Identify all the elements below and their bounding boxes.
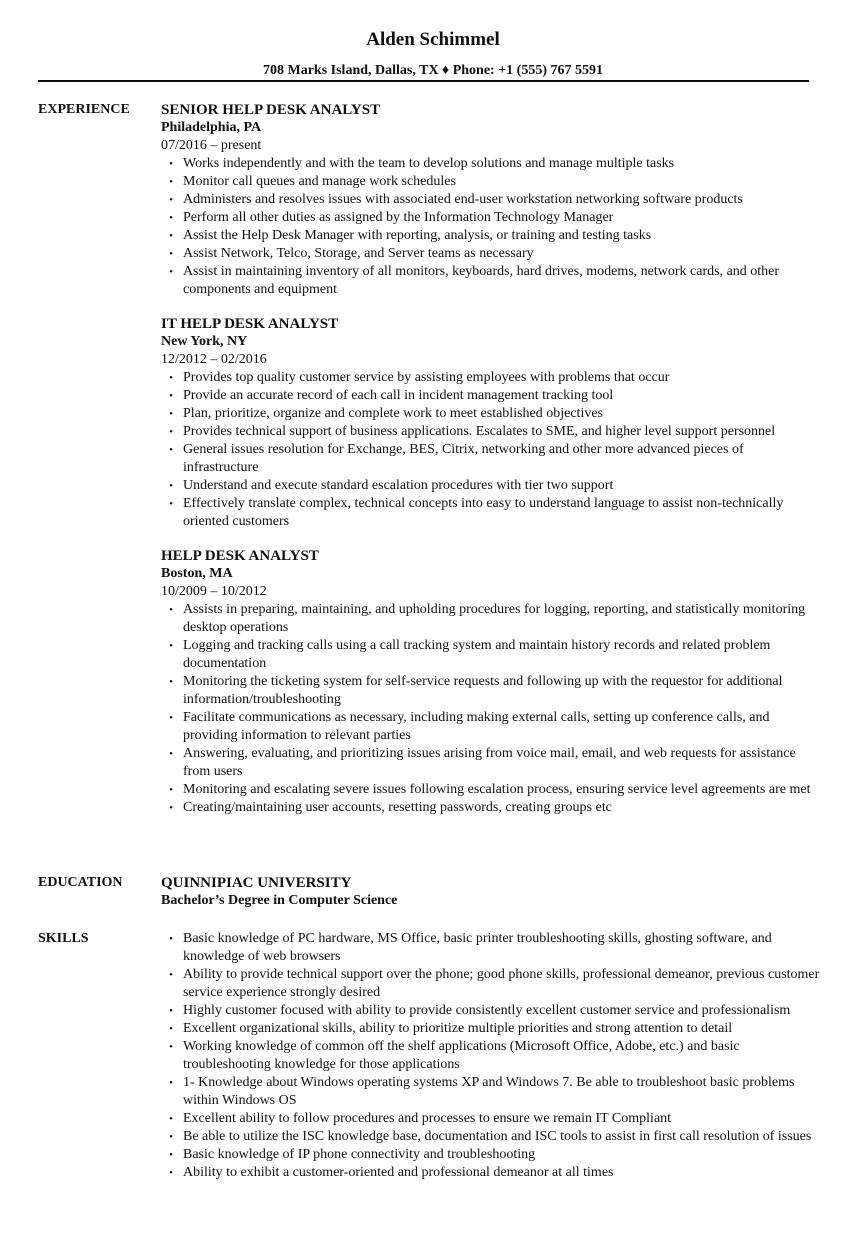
bullet-item [161,387,821,405]
bullet-item [161,441,821,477]
bullet-item [161,405,821,423]
experience-list [161,101,821,833]
bullet-icon: • [169,444,173,456]
bullet-text: Provides technical support of business applications. Escalates to SME, and higher level support personnel [183,424,776,439]
bullet-item [161,637,821,673]
job-bullets [161,369,821,531]
bullet-item [161,191,821,209]
job-title: SENIOR HELP DESK ANALYST [161,102,381,118]
bullet-item [161,745,821,781]
school-name: QUINNIPIAC UNIVERSITY [161,875,352,891]
bullet-text: Understand and execute standard escalation procedures with tier two support [183,478,614,493]
bullet-text: General issues resolution for Exchange, BES, Citrix, networking and other more advanced pieces of infrastructure [183,442,744,475]
job-title: IT HELP DESK ANALYST [161,316,339,332]
bullet-icon: • [169,676,173,688]
bullet-item [161,1146,821,1164]
bullet-icon: • [169,372,173,384]
bullet-text: Assist in maintaining inventory of all monitors, keyboards, hard drives, modems, network cards, and other components and equipment [183,264,780,297]
job-entry [161,101,821,299]
bullet-icon: • [169,1005,173,1017]
bullet-text: Monitoring and escalating severe issues following escalation process, ensuring service level agreements are met [183,782,811,797]
bullet-text: Works independently and with the team to develop solutions and manage multiple tasks [183,156,675,171]
bullet-icon: • [169,1077,173,1089]
bullet-icon: • [169,712,173,724]
bullet-text: Excellent organizational skills, ability to prioritize multiple priorities and strong attention to detail [183,1021,733,1036]
bullet-icon: • [169,248,173,260]
bullet-text: Creating/maintaining user accounts, resetting passwords, creating groups etc [183,800,612,815]
bullet-item [161,673,821,709]
bullet-item [161,781,821,799]
experience-heading: EXPERIENCE [38,102,130,117]
bullet-icon: • [169,498,173,510]
job-dates: 07/2016 – present [161,138,262,153]
degree: Bachelor’s Degree in Computer Science [161,893,398,908]
bullet-item [161,173,821,191]
bullet-text: Ability to provide technical support over the phone; good phone skills, professional demeanor, previous customer service experience strongly desired [183,967,820,1000]
bullet-icon: • [169,426,173,438]
header-divider [38,80,809,82]
job-bullets [161,155,821,299]
bullet-item [161,601,821,637]
bullet-icon: • [169,784,173,796]
job-dates: 10/2009 – 10/2012 [161,584,267,599]
bullet-text: Provide an accurate record of each call in incident management tracking tool [183,388,614,403]
bullet-text: Basic knowledge of IP phone connectivity and troubleshooting [183,1147,536,1162]
bullet-item [161,369,821,387]
bullet-icon: • [169,802,173,814]
bullet-icon: • [169,1131,173,1143]
bullet-item [161,227,821,245]
bullet-icon: • [169,1041,173,1053]
bullet-text: Working knowledge of common off the shelf applications (Microsoft Office, Adobe, etc.) and basic troubleshooting knowledge for those applications [183,1039,740,1072]
bullet-item [161,1164,821,1182]
bullet-icon: • [169,1113,173,1125]
bullet-text: Assists in preparing, maintaining, and upholding procedures for logging, reporting, and statistically monitoring desktop operations [183,602,806,635]
skills-heading: SKILLS [38,931,89,946]
bullet-item [161,263,821,299]
bullet-text: Be able to utilize the ISC knowledge base, documentation and ISC tools to assist in first call resolution of issues [183,1129,812,1144]
bullet-text: Plan, prioritize, organize and complete work to meet established objectives [183,406,603,421]
bullet-item [161,245,821,263]
skills-body [161,930,821,1182]
bullet-text: Provides top quality customer service by assisting employees with problems that occur [183,370,670,385]
job-title: HELP DESK ANALYST [161,548,319,564]
bullet-icon: • [169,158,173,170]
job-dates: 12/2012 – 02/2016 [161,352,267,367]
bullet-icon: • [169,1149,173,1161]
bullet-text: Excellent ability to follow procedures and processes to ensure we remain IT Compliant [183,1111,672,1126]
skills-bullets [161,930,821,1182]
bullet-text: Assist the Help Desk Manager with reporting, analysis, or training and testing tasks [183,228,652,243]
bullet-item [161,209,821,227]
bullet-text: Administers and resolves issues with associated end-user workstation networking software products [183,192,743,207]
bullet-text: 1- Knowledge about Windows operating systems XP and Windows 7. Be able to troubleshoot basic problems within Windows OS [183,1075,795,1108]
bullet-item [161,1110,821,1128]
bullet-icon: • [169,194,173,206]
bullet-icon: • [169,933,173,945]
bullet-icon: • [169,212,173,224]
candidate-name: Alden Schimmel [366,29,500,50]
job-location: New York, NY [161,334,248,349]
bullet-item [161,1128,821,1146]
bullet-item [161,709,821,745]
bullet-icon: • [169,604,173,616]
job-entry [161,315,821,531]
bullet-icon: • [169,390,173,402]
bullet-text: Highly customer focused with ability to provide consistently excellent customer service and professionalism [183,1003,791,1018]
job-location: Boston, MA [161,566,233,581]
bullet-item [161,1002,821,1020]
bullet-text: Answering, evaluating, and prioritizing issues arising from voice mail, email, and web requests for assistance from users [183,746,796,779]
bullet-text: Monitoring the ticketing system for self-service requests and following up with the requestor for additional information/troubleshooting [183,674,783,707]
bullet-item [161,1038,821,1074]
bullet-text: Ability to exhibit a customer-oriented and professional demeanor at all times [183,1165,614,1180]
bullet-icon: • [169,969,173,981]
bullet-text: Effectively translate complex, technical concepts into easy to understand language to assist non-technically oriented customers [183,496,784,529]
bullet-text: Logging and tracking calls using a call tracking system and maintain history records and related problem documentation [183,638,771,671]
bullet-icon: • [169,176,173,188]
job-location: Philadelphia, PA [161,120,262,135]
bullet-icon: • [169,480,173,492]
bullet-item [161,1074,821,1110]
bullet-item [161,155,821,173]
bullet-icon: • [169,640,173,652]
bullet-text: Assist Network, Telco, Storage, and Server teams as necessary [183,246,534,261]
education-heading: EDUCATION [38,875,123,890]
education-body [161,874,821,910]
job-bullets [161,601,821,817]
bullet-item [161,966,821,1002]
job-entry [161,547,821,817]
bullet-item [161,930,821,966]
bullet-item [161,423,821,441]
bullet-text: Facilitate communications as necessary, including making external calls, setting up conference calls, and providing information to relevant parties [183,710,770,743]
bullet-item [161,495,821,531]
bullet-icon: • [169,230,173,242]
bullet-item [161,477,821,495]
contact-line: 708 Marks Island, Dallas, TX ♦ Phone: +1 (555) 767 5591 [263,63,603,78]
bullet-text: Perform all other duties as assigned by the Information Technology Manager [183,210,614,225]
bullet-icon: • [169,1023,173,1035]
bullet-item [161,1020,821,1038]
bullet-text: Monitor call queues and manage work schedules [183,174,456,189]
bullet-item [161,799,821,817]
bullet-icon: • [169,408,173,420]
bullet-icon: • [169,748,173,760]
bullet-icon: • [169,266,173,278]
bullet-text: Basic knowledge of PC hardware, MS Office, basic printer troubleshooting skills, ghosting software, and knowledge of web browsers [183,931,772,964]
bullet-icon: • [169,1167,173,1179]
